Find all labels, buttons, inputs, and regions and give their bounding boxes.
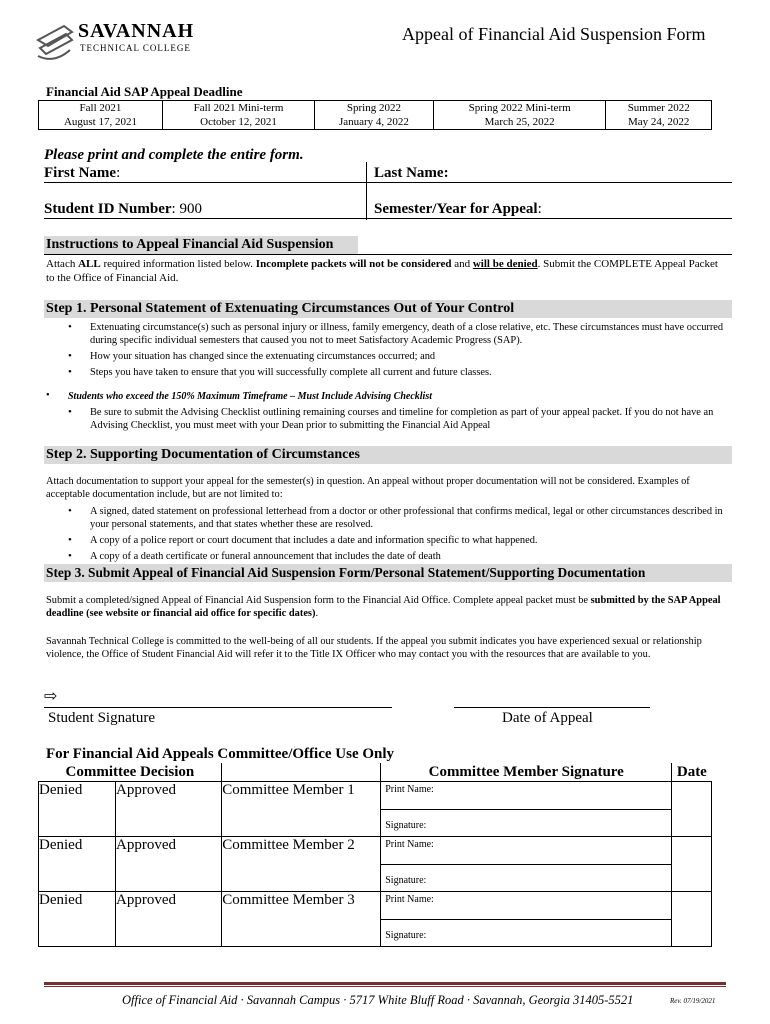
print-instruction: Please print and complete the entire form. — [44, 147, 304, 163]
step1-max-bullets — [44, 406, 728, 435]
member-1-date-cell[interactable] — [672, 782, 712, 837]
bullet-glyph: • — [46, 390, 50, 401]
step2-intro: Attach documentation to support your appeal for the semester(s) in question. An appeal without proper documentation will not be considered. Examples of acceptable documentation include, but are not limited to: — [46, 476, 690, 500]
print-name-label: Print Name: — [381, 892, 671, 920]
member-3-signature-cell[interactable] — [381, 892, 672, 947]
step3-text: Submit a completed/signed Appeal of Financial Aid Suspension form to the Financial Aid Office. Complete appeal packet must be submitted by the SAP Appeal deadline (see website or financial aid office for specific dates). — [46, 595, 721, 619]
approved-option-2[interactable]: Approved — [116, 837, 222, 892]
first-name-label: First Name: — [44, 165, 121, 181]
logo-subtitle: TECHNICAL COLLEGE — [80, 43, 191, 53]
list-item: • How your situation has changed since the extenuating circumstances occurred; and — [44, 350, 728, 363]
list-item: • A signed, dated statement on professional letterhead from a doctor or other professional that confirms medical, legal or other circumstances described in your personal statements, and that states whether these are resolved. — [44, 505, 728, 531]
footer-rule-thin — [44, 986, 726, 987]
date-of-appeal-label: Date of Appeal — [502, 710, 593, 726]
student-signature-field[interactable] — [66, 688, 388, 706]
denied-option-1[interactable]: Denied — [39, 782, 116, 837]
approved-option-3[interactable]: Approved — [116, 892, 222, 947]
committee-member-2: Committee Member 2 — [222, 837, 381, 892]
committee-title: For Financial Aid Appeals Committee/Office Use Only — [46, 746, 395, 762]
denied-option-2[interactable]: Denied — [39, 837, 116, 892]
last-name-field[interactable] — [450, 164, 728, 182]
member-2-date-cell[interactable] — [672, 837, 712, 892]
deadline-cell: Spring 2022 January 4, 2022 — [315, 101, 434, 130]
date-of-appeal-field[interactable] — [454, 688, 650, 706]
denied-option-3[interactable]: Denied — [39, 892, 116, 947]
college-logo — [34, 18, 195, 70]
student-id-label: Student ID Number: 900 — [44, 201, 202, 217]
arrow-icon: ⇨ — [44, 686, 58, 705]
step3-title-ix: Savannah Technical College is committed to the well-being of all our students. If the appeal you submit indicates you have experienced sexual or relationship violence, the Office of Student Financial Aid will refer it to the Title IX Officer who may contact you with the resources that are available to you. — [46, 636, 702, 660]
deadline-cell: Fall 2021 Mini-term October 12, 2021 — [162, 101, 314, 130]
logo-swoosh-icon — [34, 18, 78, 66]
deadline-cell: Fall 2021 August 17, 2021 — [39, 101, 163, 130]
approved-option-1[interactable]: Approved — [116, 782, 222, 837]
instructions-text: Attach ALL required information listed below. Incomplete packets will not be considered and will be denied. Submit the COMPLETE Appeal Packet to the Office of Financial Aid. — [46, 258, 718, 284]
step1-bullets — [44, 321, 728, 382]
step2-title: Step 2. Supporting Documentation of Circumstances — [46, 447, 360, 462]
member-2-signature-cell[interactable] — [381, 837, 672, 892]
step1-title: Step 1. Personal Statement of Extenuating Circumstances Out of Your Control — [46, 301, 515, 316]
committee-member-3: Committee Member 3 — [222, 892, 381, 947]
col-decision: Committee Decision — [39, 763, 222, 782]
list-item: • A copy of a police report or court document that includes a date and information specific to what happened. — [44, 534, 728, 547]
signature-label: Signature: — [385, 930, 427, 941]
deadline-table — [38, 100, 712, 130]
col-date: Date — [672, 763, 712, 782]
print-name-label: Print Name: — [381, 837, 671, 865]
max-timeframe-title: Students who exceed the 150% Maximum Timeframe – Must Include Advising Checklist — [68, 391, 432, 402]
revision-date: Rev. 07/19/2021 — [670, 997, 716, 1005]
instructions-title: Instructions to Appeal Financial Aid Suspension — [46, 237, 334, 252]
deadline-title: Financial Aid SAP Appeal Deadline — [46, 84, 243, 99]
student-signature-label: Student Signature — [48, 710, 156, 726]
step2-bullets — [44, 505, 728, 566]
list-item: • Extenuating circumstance(s) such as personal injury or illness, family emergency, death of a close relative, etc. These circumstances must have occurred during specific individual semesters that caused you not to meet Satisfactory Academic Progress (SAP). — [44, 321, 728, 347]
first-name-field[interactable] — [126, 164, 362, 182]
last-name-label: Last Name: — [374, 165, 449, 181]
footer-rule — [44, 982, 726, 985]
list-item: • Steps you have taken to ensure that you will successfully complete all current and future classes. — [44, 366, 728, 379]
deadline-cell: Spring 2022 Mini-term March 25, 2022 — [433, 101, 606, 130]
signature-label: Signature: — [385, 875, 427, 886]
list-item: • A copy of a death certificate or funeral announcement that includes the date of death — [44, 550, 728, 563]
student-id-value[interactable]: 900 — [179, 201, 202, 217]
col-signature: Committee Member Signature — [381, 763, 672, 782]
logo-name: SAVANNAH — [78, 20, 195, 42]
committee-table — [38, 763, 712, 947]
footer-address: Office of Financial Aid · Savannah Campus · 5717 White Bluff Road · Savannah, Georgia 31405-5521 — [122, 993, 634, 1007]
print-name-label: Print Name: — [381, 782, 671, 810]
deadline-cell: Summer 2022 May 24, 2022 — [606, 101, 712, 130]
step3-title: Step 3. Submit Appeal of Financial Aid Suspension Form/Personal Statement/Supporting Documentation — [46, 565, 646, 580]
member-3-date-cell[interactable] — [672, 892, 712, 947]
semester-label: Semester/Year for Appeal: — [374, 201, 542, 217]
signature-label: Signature: — [385, 820, 427, 831]
semester-field[interactable] — [550, 200, 728, 218]
member-1-signature-cell[interactable] — [381, 782, 672, 837]
header-gap — [222, 763, 381, 782]
list-item: • Be sure to submit the Advising Checklist outlining remaining courses and timeline for completion as part of your appeal packet. If you do not have an Advising Checklist, you must meet with your Dean prior to submitting the Financial Aid Appeal — [44, 406, 728, 432]
form-title: Appeal of Financial Aid Suspension Form — [402, 24, 706, 44]
committee-member-1: Committee Member 1 — [222, 782, 381, 837]
